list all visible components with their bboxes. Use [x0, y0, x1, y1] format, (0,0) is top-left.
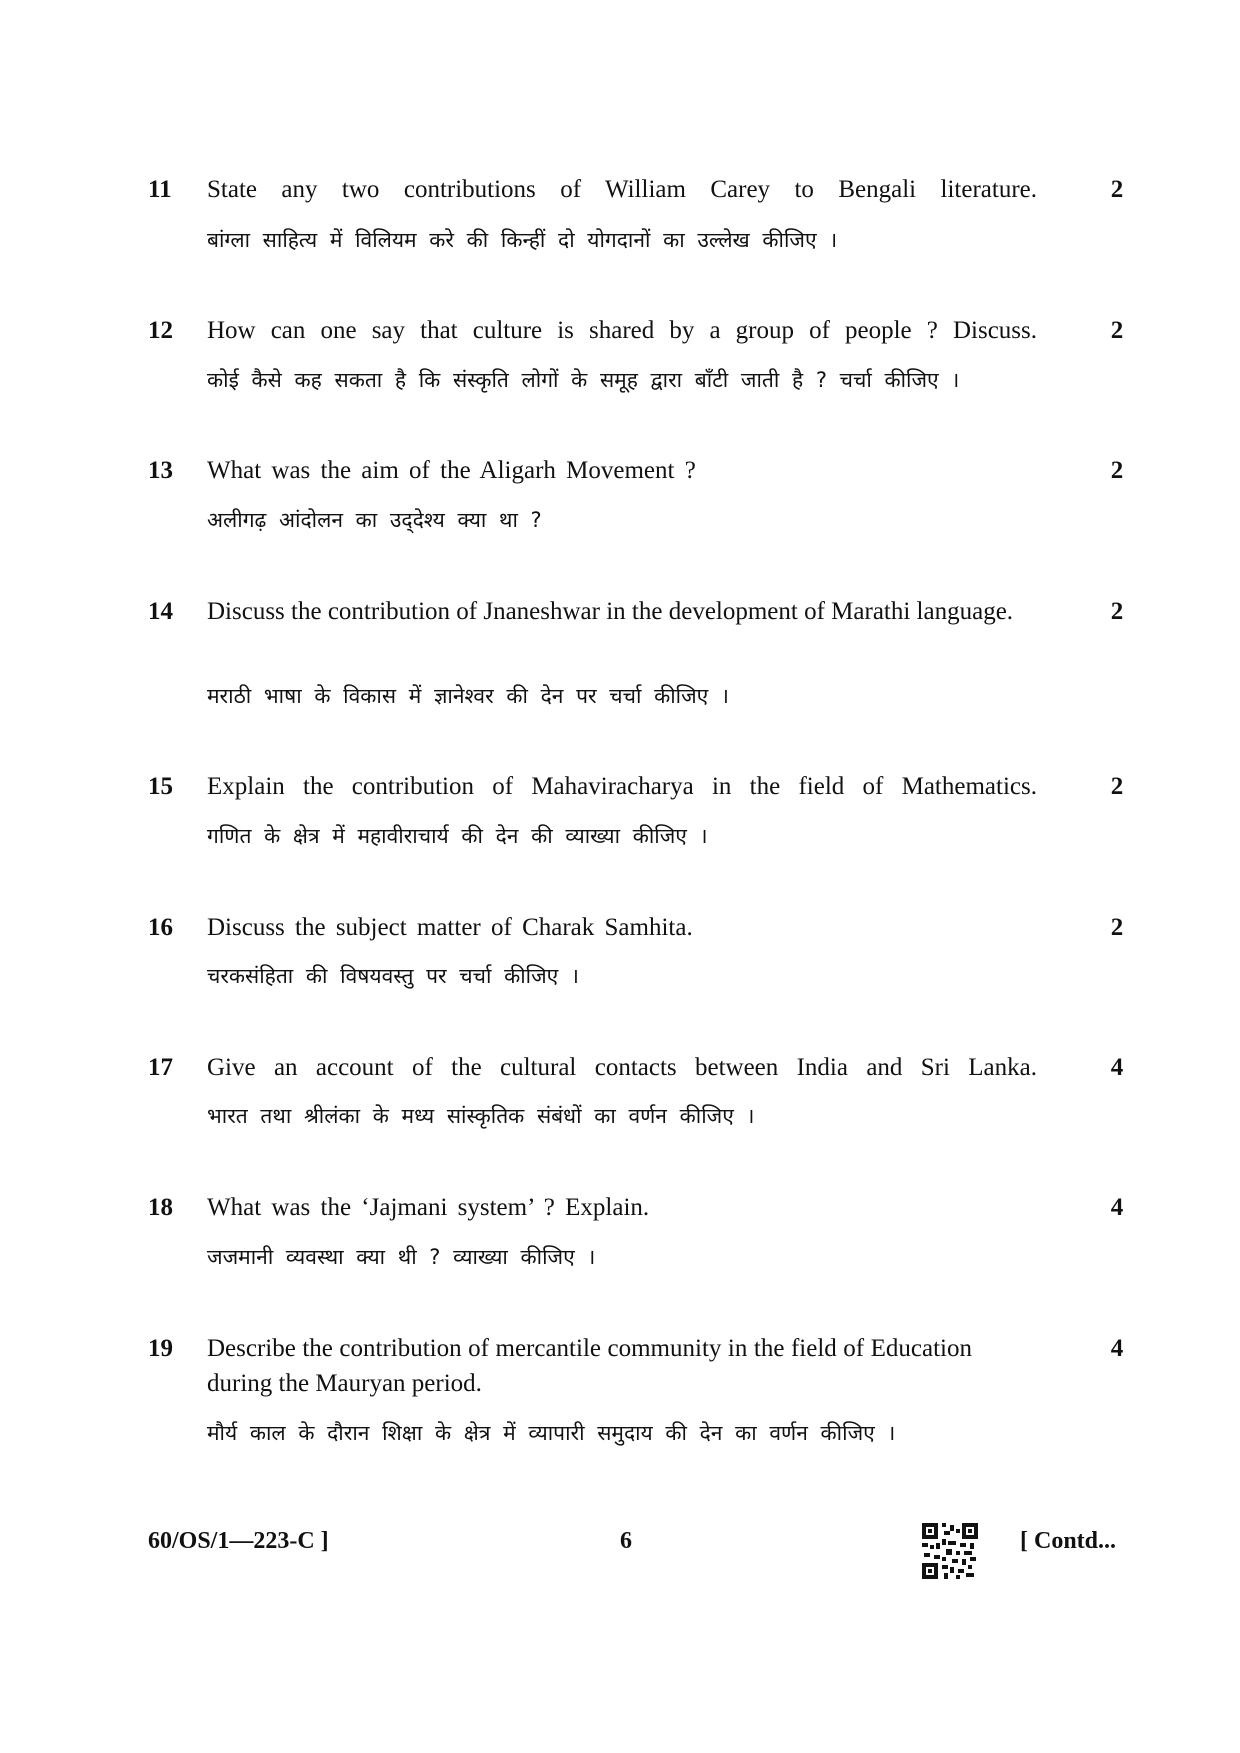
- paper-code: 60/OS/1—223-C ]: [148, 1528, 329, 1554]
- qr-code-icon: [922, 1523, 978, 1579]
- question-text-english: Discuss the subject matter of Charak Samhita.: [207, 914, 693, 941]
- question-number: 12: [148, 317, 173, 344]
- question-text-hindi: भारत तथा श्रीलंका के मध्य सांस्कृतिक संबंधों का वर्णन कीजिए ।: [207, 1104, 755, 1128]
- question-marks: 2: [1110, 773, 1124, 800]
- question-marks: 4: [1110, 1194, 1124, 1221]
- continued-label: [ Contd...: [1020, 1528, 1117, 1554]
- question-text-hindi: चरकसंहिता की विषयवस्तु पर चर्चा कीजिए ।: [207, 964, 579, 988]
- question-marks: 2: [1110, 598, 1124, 625]
- question-number: 11: [148, 176, 172, 203]
- question-number: 19: [148, 1335, 173, 1362]
- page-number: 6: [620, 1528, 632, 1554]
- question-marks: 4: [1110, 1335, 1124, 1362]
- question-number: 16: [148, 914, 173, 941]
- question-number: 14: [148, 598, 173, 625]
- question-text-english: Explain the contribution of Mahaviracharya in the field of Mathematics.: [207, 773, 1037, 800]
- question-text-english: Discuss the contribution of Jnaneshwar in the development of Marathi language.: [207, 598, 1014, 625]
- question-marks: 2: [1110, 914, 1124, 941]
- question-text-hindi: गणित के क्षेत्र में महावीराचार्य की देन की व्याख्या कीजिए ।: [207, 824, 708, 848]
- question-text-english: Describe the contribution of mercantile community in the field of Education during the Mauryan period.: [207, 1335, 972, 1397]
- question-text-english: State any two contributions of William Carey to Bengali literature.: [207, 176, 1037, 203]
- question-text-english: What was the aim of the Aligarh Movement ?: [207, 457, 696, 484]
- question-text-english: What was the ‘Jajmani system’ ? Explain.: [207, 1194, 650, 1221]
- question-text-hindi: कोई कैसे कह सकता है कि संस्कृति लोगों के समूह द्वारा बाँटी जाती है ? चर्चा कीजिए ।: [207, 368, 960, 392]
- question-marks: 2: [1110, 317, 1124, 344]
- question-text-hindi: मौर्य काल के दौरान शिक्षा के क्षेत्र में व्यापारी समुदाय की देन का वर्णन कीजिए ।: [207, 1421, 896, 1445]
- question-marks: 2: [1110, 176, 1124, 203]
- question-text-english: Give an account of the cultural contacts between India and Sri Lanka.: [207, 1054, 1037, 1081]
- question-text-hindi: बांग्ला साहित्य में विलियम करे की किन्हीं दो योगदानों का उल्लेख कीजिए ।: [207, 228, 838, 252]
- question-number: 15: [148, 773, 173, 800]
- question-number: 13: [148, 457, 173, 484]
- question-number: 18: [148, 1194, 173, 1221]
- question-marks: 2: [1110, 457, 1124, 484]
- question-text-hindi: मराठी भाषा के विकास में ज्ञानेश्वर की देन पर चर्चा कीजिए ।: [207, 684, 729, 708]
- question-marks: 4: [1110, 1054, 1124, 1081]
- question-text-hindi: जजमानी व्यवस्था क्या थी ? व्याख्या कीजिए ।: [207, 1245, 596, 1269]
- question-number: 17: [148, 1054, 173, 1081]
- question-text-hindi: अलीगढ़ आंदोलन का उद्‌देश्य क्या था ?: [207, 508, 542, 532]
- question-text-english: How can one say that culture is shared by a group of people ? Discuss.: [207, 317, 1037, 344]
